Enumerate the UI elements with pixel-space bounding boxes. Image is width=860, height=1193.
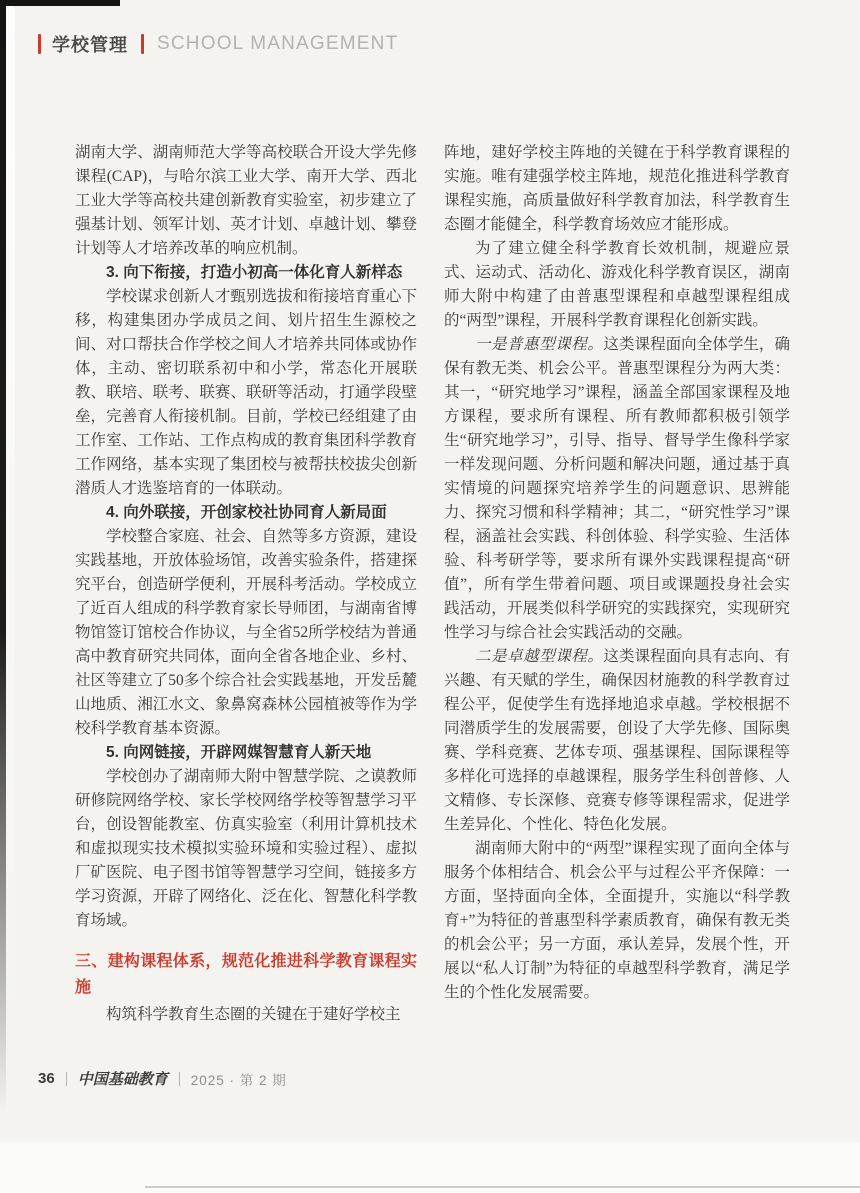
subheading-4: 4. 向外联接，开创家校社协同育人新局面 bbox=[106, 504, 387, 521]
subheading-5: 5. 向网链接，开辟网媒智慧育人新天地 bbox=[106, 744, 372, 761]
page-header bbox=[38, 31, 398, 57]
header-accent-bar-2 bbox=[141, 34, 144, 54]
section-title-cn: 学校管理 bbox=[52, 35, 128, 55]
left-column bbox=[75, 141, 417, 1027]
paragraph: 构筑科学教育生态圈的关键在于建好学校主 bbox=[106, 1006, 401, 1023]
paragraph: 学校整合家庭、社会、自然等多方资源，建设实践基地，开放体验场馆，改善实验条件，搭建探究平台，创造研学便利，开展科考活动。学校成立了近百人组成的科学教育家长导师团，与湖南省博物馆签订馆校合作协议，与全省52所学校结为普通高中教育研究共同体，面向全省各地企业、乡村、社区等建立了50多个综合社会实践基地，开发岳麓山地质、湘江水文、象鼻窝森林公园植被等作为学校科学教育基本资源。 bbox=[75, 528, 417, 737]
paragraph: 为了建立健全科学教育长效机制，规避应景式、运动式、活动化、游戏化科学教育误区，湖南师大附中构建了由普惠型课程和卓越型课程组成的“两型”课程，开展科学教育课程化创新实践。 bbox=[444, 240, 790, 329]
footer-separator bbox=[179, 1072, 180, 1086]
section-heading-red: 三、建构课程体系，规范化推进科学教育课程实施 bbox=[75, 953, 417, 996]
page-footer bbox=[38, 1068, 287, 1089]
journal-name: 中国基础教育 bbox=[77, 1072, 168, 1088]
page-number: 36 bbox=[38, 1070, 55, 1087]
paragraph: 湖南师大附中的“两型”课程实现了面向全体与服务个体相结合、机会公平与过程公平齐保障：一方面，坚持面向全体，全面提升，实施以“科学教育+”为特征的普惠型科学素质教育，确保有教无类的机会公平；另一方面，承认差异，发展个性，开展以“私人订制”为特征的卓越型科学教育，满足学生的个性化发展需要。 bbox=[444, 840, 790, 1001]
header-accent-bar bbox=[38, 34, 41, 54]
paragraph: 学校谋求创新人才甄别选拔和衔接培育重心下移，构建集团办学成员之间、划片招生生源校之间、对口帮扶合作学校之间人才培养共同体或协作体，主动、密切联系初中和小学，常态化开展联教、联培、联考、联赛、联研等活动，打通学段壁垒，完善育人衔接机制。目前，学校已经组建了由工作室、工作站、工作点构成的教育集团科学教育工作网络，基本实现了集团校与被帮扶校拔尖创新潜质人才选鉴培育的一体联动。 bbox=[75, 288, 417, 497]
footer-separator bbox=[66, 1072, 67, 1086]
paragraph-body: 这类课程面向全体学生，确保有教无类、机会公平。普惠型课程分为两大类：其一，“研究地学习”课程，涵盖全部国家课程及地方课程，要求所有课程、所有教师都积极引领学生“研究地学习”，引导、指导、督导学生像科学家一样发现问题、分析问题和解决问题，通过基于真实情境的问题探究培养学生的问题意识、思辨能力、探究习惯和科学精神；其二，“研究性学习”课程，涵盖社会实践、科创体验、科学实验、生活体验、科考研学等，要求所有课外实践课程提高“研值”，所有学生带着问题、项目或课题投身社会实践活动，开展类似科学研究的实践探究，实现研究性学习与综合社会实践活动的交融。 bbox=[444, 336, 790, 641]
paragraph-continuation: 阵地，建好学校主阵地的关键在于科学教育课程的实施。唯有建强学校主阵地，规范化推进科学教育课程实施，高质量做好科学教育加法，科学教育生态圈才能健全，科学教育场效应才能形成。 bbox=[444, 144, 790, 233]
paragraph-continuation: 湖南大学、湖南师范大学等高校联合开设大学先修课程(CAP)，与哈尔滨工业大学、南开大学、西北工业大学等高校共建创新教育实验室，初步建立了强基计划、领军计划、英才计划、卓越计划、攀登计划等人才培养改革的响应机制。 bbox=[75, 144, 417, 257]
scan-edge-top bbox=[0, 0, 120, 6]
subheading-3: 3. 向下衔接，打造小初高一体化育人新样态 bbox=[106, 264, 403, 281]
paragraph-lead-zhuoyue: 二是卓越型课程。 bbox=[475, 648, 604, 665]
scan-edge-highlight bbox=[6, 0, 15, 1135]
paragraph-with-lead bbox=[444, 645, 790, 837]
scan-bottom-line bbox=[145, 1186, 860, 1188]
paragraph-with-lead bbox=[444, 333, 790, 645]
paragraph: 学校创办了湖南师大附中智慧学院、之谟教师研修院网络学校、家长学校网络学校等智慧学习平台，创设智能教室、仿真实验室（利用计算机技术和虚拟现实技术模拟实验环境和实验过程）、虚拟厂矿医院、电子图书馆等智慧学习空间，链接多方学习资源，开辟了网络化、泛在化、智慧化科学教育场域。 bbox=[75, 768, 417, 929]
paragraph-lead-putong: 一是普惠型课程。 bbox=[475, 336, 604, 353]
right-column bbox=[444, 141, 790, 1005]
section-title-en: SCHOOL MANAGEMENT bbox=[157, 33, 399, 54]
issue-info: 2025 · 第 2 期 bbox=[190, 1072, 287, 1088]
paragraph-body: 这类课程面向具有志向、有兴趣、有天赋的学生，确保因材施教的科学教育过程公平，促使学生有选择地追求卓越。学校根据不同潜质学生的发展需要，创设了大学先修、国际奥赛、学科竞赛、艺体专项、强基课程、国际课程等多样化可选择的卓越课程，服务学生科创普修、人文精修、专长深修、竞赛专修等课程需求，促进学生差异化、个性化、特色化发展。 bbox=[444, 648, 790, 833]
